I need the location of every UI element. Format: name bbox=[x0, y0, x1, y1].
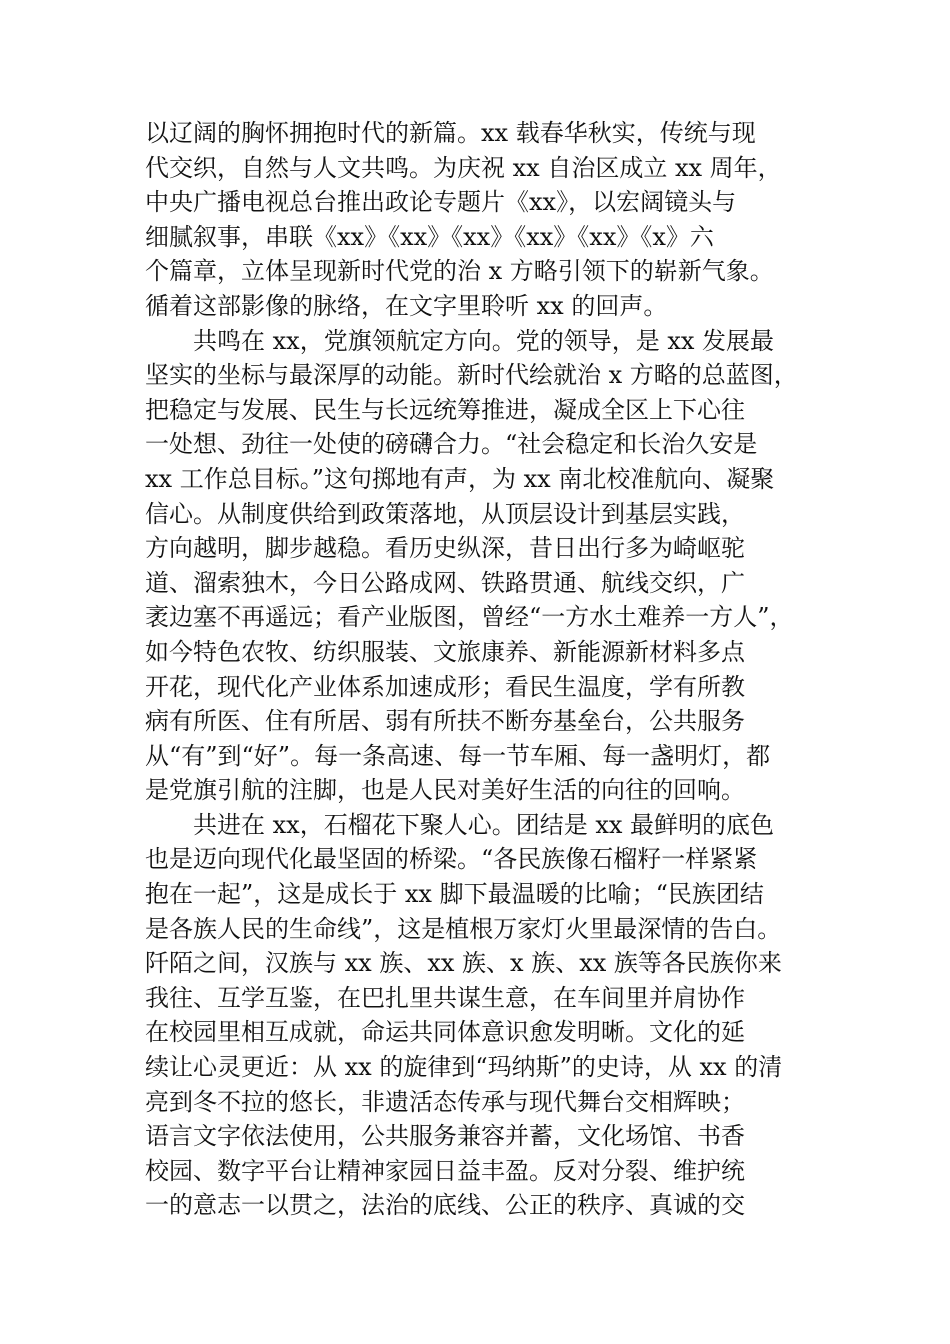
text-line: 语言文字依法使用，公共服务兼容并蓄，文化场馆、书香 bbox=[145, 1122, 745, 1151]
paragraph-start-line: 共鸣在 xx，党旗领航定方向。党的领导，是 xx 发展最 bbox=[145, 326, 775, 355]
text-line: 续让心灵更近：从 xx 的旋律到“玛纳斯”的史诗，从 xx 的清 bbox=[145, 1053, 783, 1082]
text-line: 一处想、劲往一处使的磅礴合力。“社会稳定和长治久安是 bbox=[145, 430, 758, 459]
text-line: 我往、互学互鉴，在巴扎里共谋生意，在车间里并肩协作 bbox=[145, 983, 745, 1012]
text-line: 阡陌之间，汉族与 xx 族、xx 族、x 族、xx 族等各民族你来 bbox=[145, 949, 782, 978]
text-line: xx 工作总目标。”这句掷地有声，为 xx 南北校准航向、凝聚 bbox=[145, 464, 775, 493]
text-line: 从“有”到“好”。每一条高速、每一节车厢、每一盏明灯，都 bbox=[145, 741, 771, 770]
text-line: 以辽阔的胸怀拥抱时代的新篇。xx 载春华秋实，传统与现 bbox=[145, 119, 756, 147]
text-line: 代交织，自然与人文共鸣。为庆祝 xx 自治区成立 xx 周年， bbox=[145, 153, 782, 182]
text-line: 开花，现代化产业体系加速成形；看民生温度，学有所教 bbox=[145, 672, 745, 701]
text-line: 把稳定与发展、民生与长远统筹推进，凝成全区上下心往 bbox=[145, 395, 745, 424]
text-line: 细腻叙事，串联《xx》《xx》《xx》《xx》《xx》《x》六 bbox=[145, 222, 714, 251]
text-line: 道、溜索独木，今日公路成网、铁路贯通、航线交织，广 bbox=[145, 568, 745, 597]
text-line: 袤边塞不再遥远；看产业版图，曾经“一方水土难养一方人”， bbox=[145, 603, 794, 632]
text-line: 亮到冬不拉的悠长，非遗活态传承与现代舞台交相辉映； bbox=[145, 1087, 745, 1116]
text-line: 是各族人民的生命线”，这是植根万家灯火里最深情的告白。 bbox=[145, 914, 782, 943]
paragraph-start-line: 共进在 xx，石榴花下聚人心。团结是 xx 最鲜明的底色 bbox=[145, 810, 775, 839]
text-line: 方向越明，脚步越稳。看历史纵深，昔日出行多为崎岖驼 bbox=[145, 534, 745, 563]
text-line: 一的意志一以贯之，法治的底线、公正的秩序、真诚的交 bbox=[145, 1191, 745, 1220]
text-line: 循着这部影像的脉络，在文字里聆听 xx 的回声。 bbox=[145, 291, 668, 320]
text-line: 病有所医、住有所居、弱有所扶不断夯基垒台，公共服务 bbox=[145, 707, 745, 736]
text-line: 也是迈向现代化最坚固的桥梁。“各民族像石榴籽一样紧紧 bbox=[145, 845, 758, 874]
text-line: 信心。从制度供给到政策落地，从顶层设计到基层实践， bbox=[145, 499, 745, 528]
text-line: 抱在一起”，这是成长于 xx 脚下最温暖的比喻；“民族团结 bbox=[145, 880, 764, 909]
body-text bbox=[145, 116, 835, 1223]
text-line: 如今特色农牧、纺织服装、文旅康养、新能源新材料多点 bbox=[145, 637, 745, 666]
text-line: 个篇章，立体呈现新时代党的治 x 方略引领下的崭新气象。 bbox=[145, 257, 774, 286]
text-line: 坚实的坐标与最深厚的动能。新时代绘就治 x 方略的总蓝图， bbox=[145, 361, 798, 390]
text-line: 在校园里相互成就，命运共同体意识愈发明晰。文化的延 bbox=[145, 1018, 745, 1047]
text-line: 校园、数字平台让精神家园日益丰盈。反对分裂、维护统 bbox=[145, 1156, 745, 1185]
text-line: 是党旗引航的注脚，也是人民对美好生活的向往的回响。 bbox=[145, 776, 745, 805]
text-line: 中央广播电视总台推出政论专题片《xx》，以宏阔镜头与 bbox=[145, 188, 737, 217]
